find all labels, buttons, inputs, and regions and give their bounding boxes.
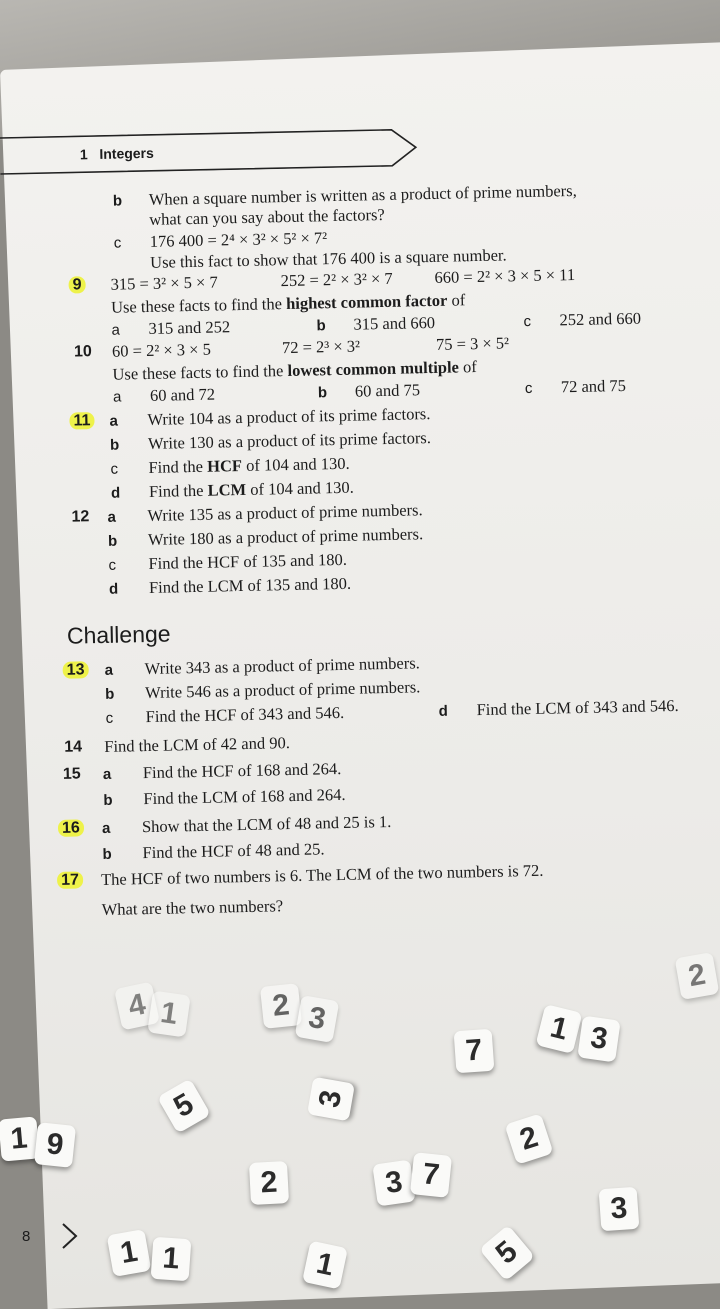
q11c-post: of 104 and 130. [241,453,350,475]
number-tile: 1 [151,1237,192,1282]
q10-instruction [112,357,477,385]
q11d-text [149,478,354,502]
q17-line2: What are the two numbers? [101,896,284,920]
q9c-text: 252 and 660 [559,308,642,330]
q16-number: 16 [58,819,84,837]
number-tile: 1 [147,991,190,1038]
number-tile: 7 [454,1029,495,1074]
q9-instr-bold: highest common factor [285,290,448,314]
q10c-text: 72 and 75 [560,375,627,397]
q9b-text: 315 and 660 [353,312,436,334]
number-tile: 3 [577,1016,620,1063]
q9b-letter: b [316,317,326,335]
q11d-pre: Find the [148,480,208,501]
q11b-text: Write 130 as a product of its prime factors. [147,428,432,453]
number-tile: 2 [260,983,302,1029]
number-tile: 1 [107,1229,152,1277]
number-tile: 3 [599,1187,640,1232]
q13b-text: Write 546 as a product of prime numbers. [144,677,421,703]
challenge-heading: Challenge [66,620,171,649]
q11a-letter: a [109,412,119,430]
q10-instr-bold: lowest common multiple [287,357,460,381]
q14-number: 14 [64,738,83,756]
q8b-letter: b [112,192,123,210]
chapter-title: Integers [99,144,154,162]
q12b-text: Write 180 as a product of prime numbers. [147,524,424,549]
q12d-letter: d [108,580,119,598]
q15b-letter: b [103,791,113,809]
chevron-right-icon [60,1222,80,1250]
q15a-text: Find the HCF of 168 and 264. [142,758,342,783]
q8c-letter: c [113,234,122,252]
q8c-line1: 176 400 = 2⁴ × 3² × 5² × 7² [149,228,328,251]
q13d-letter: d [438,702,448,720]
q13c-letter: c [105,709,114,727]
q17-number: 17 [57,871,83,889]
q8b-line2: what can you say about the factors? [149,204,385,229]
q11-number: 11 [69,412,94,430]
q10c-letter: c [524,379,533,398]
q13a-letter: a [104,661,114,679]
q10-instr-pre: Use these facts to find the [112,361,288,384]
q9c-letter: c [523,312,532,331]
q16a-letter: a [101,819,111,838]
q12d-text: Find the LCM of 135 and 180. [148,573,352,597]
q11c-text [148,454,350,478]
q10b-letter: b [317,384,328,402]
q11c-bold: HCF [206,456,243,476]
q13c-text: Find the HCF of 343 and 546. [145,702,345,727]
q9-number: 9 [68,276,85,293]
q12-number: 12 [71,508,90,526]
chapter-heading [80,143,154,165]
q11c-letter: c [110,460,119,478]
q10-fact3: 75 = 3 × 5² [435,333,510,354]
q13d-text: Find the LCM of 343 and 546. [476,695,679,720]
q10a-letter: a [112,388,122,406]
q12a-letter: a [107,508,117,526]
q16b-text: Find the HCF of 48 and 25. [142,839,325,863]
q10b-text: 60 and 75 [354,380,421,401]
q13a-text: Write 343 as a product of prime numbers. [144,653,421,679]
q11a-text: Write 104 as a product of its prime factors. [147,404,431,429]
q17-line1: The HCF of two numbers is 6. The LCM of the two numbers is 72. [100,860,544,890]
q16a-text: Show that the LCM of 48 and 25 is 1. [141,811,392,837]
q11d-letter: d [110,484,121,502]
number-tile: 3 [295,995,340,1043]
q10a-text: 60 and 72 [149,384,216,405]
number-tile: 1 [302,1241,348,1290]
number-tile: 9 [34,1122,76,1168]
number-tile: 3 [307,1077,355,1122]
q10-fact2: 72 = 2³ × 3² [281,336,361,358]
q8b-line1: When a square number is written as a product of prime numbers, [148,180,577,209]
q11b-letter: b [109,436,120,454]
q9-fact3: 660 = 2² × 3 × 5 × 11 [434,264,576,287]
q12b-letter: b [107,532,118,550]
number-tile: 7 [410,1152,452,1198]
q12a-text: Write 135 as a product of prime numbers. [147,500,423,525]
q12c-letter: c [108,556,117,574]
chapter-banner [0,128,420,175]
q10-fact1: 60 = 2² × 3 × 5 [111,339,212,361]
q11d-bold: LCM [207,479,247,500]
q13b-letter: b [105,685,115,703]
q13-number: 13 [63,661,89,679]
q9a-letter: a [111,321,121,339]
q15a-letter: a [102,765,112,783]
number-tile: 5 [157,1078,211,1133]
number-tile: 1 [535,1004,582,1054]
q10-number: 10 [73,343,93,361]
q9-fact1: 315 = 3² × 5 × 7 [110,272,218,294]
page-number [22,1228,30,1245]
q9-fact2: 252 = 2² × 3² × 7 [280,268,393,291]
q11c-pre: Find the [148,456,208,477]
q12c-text: Find the HCF of 135 and 180. [148,549,348,573]
q15-number: 15 [62,765,81,783]
page-number-value: 8 [22,1228,31,1245]
q9a-text: 315 and 252 [148,317,231,338]
q16b-letter: b [102,845,112,864]
q8c-line2: Use this fact to show that 176 400 is a square number. [149,245,507,272]
number-tile: 2 [675,952,720,1000]
q9-instr-post: of [447,290,466,310]
q10-instr-post: of [458,357,477,377]
number-tile: 3 [372,1160,415,1207]
chapter-number: 1 [79,146,88,163]
q11d-post: of 104 and 130. [245,477,355,499]
q14-text: Find the LCM of 42 and 90. [104,733,291,756]
number-tile: 1 [0,1116,40,1161]
number-tile: 4 [114,982,160,1031]
number-tile: 2 [249,1161,289,1205]
q15b-text: Find the LCM of 168 and 264. [143,784,346,809]
q9-instr-pre: Use these facts to find the [110,294,287,317]
number-tile: 5 [479,1225,535,1282]
number-tile: 2 [504,1113,553,1165]
